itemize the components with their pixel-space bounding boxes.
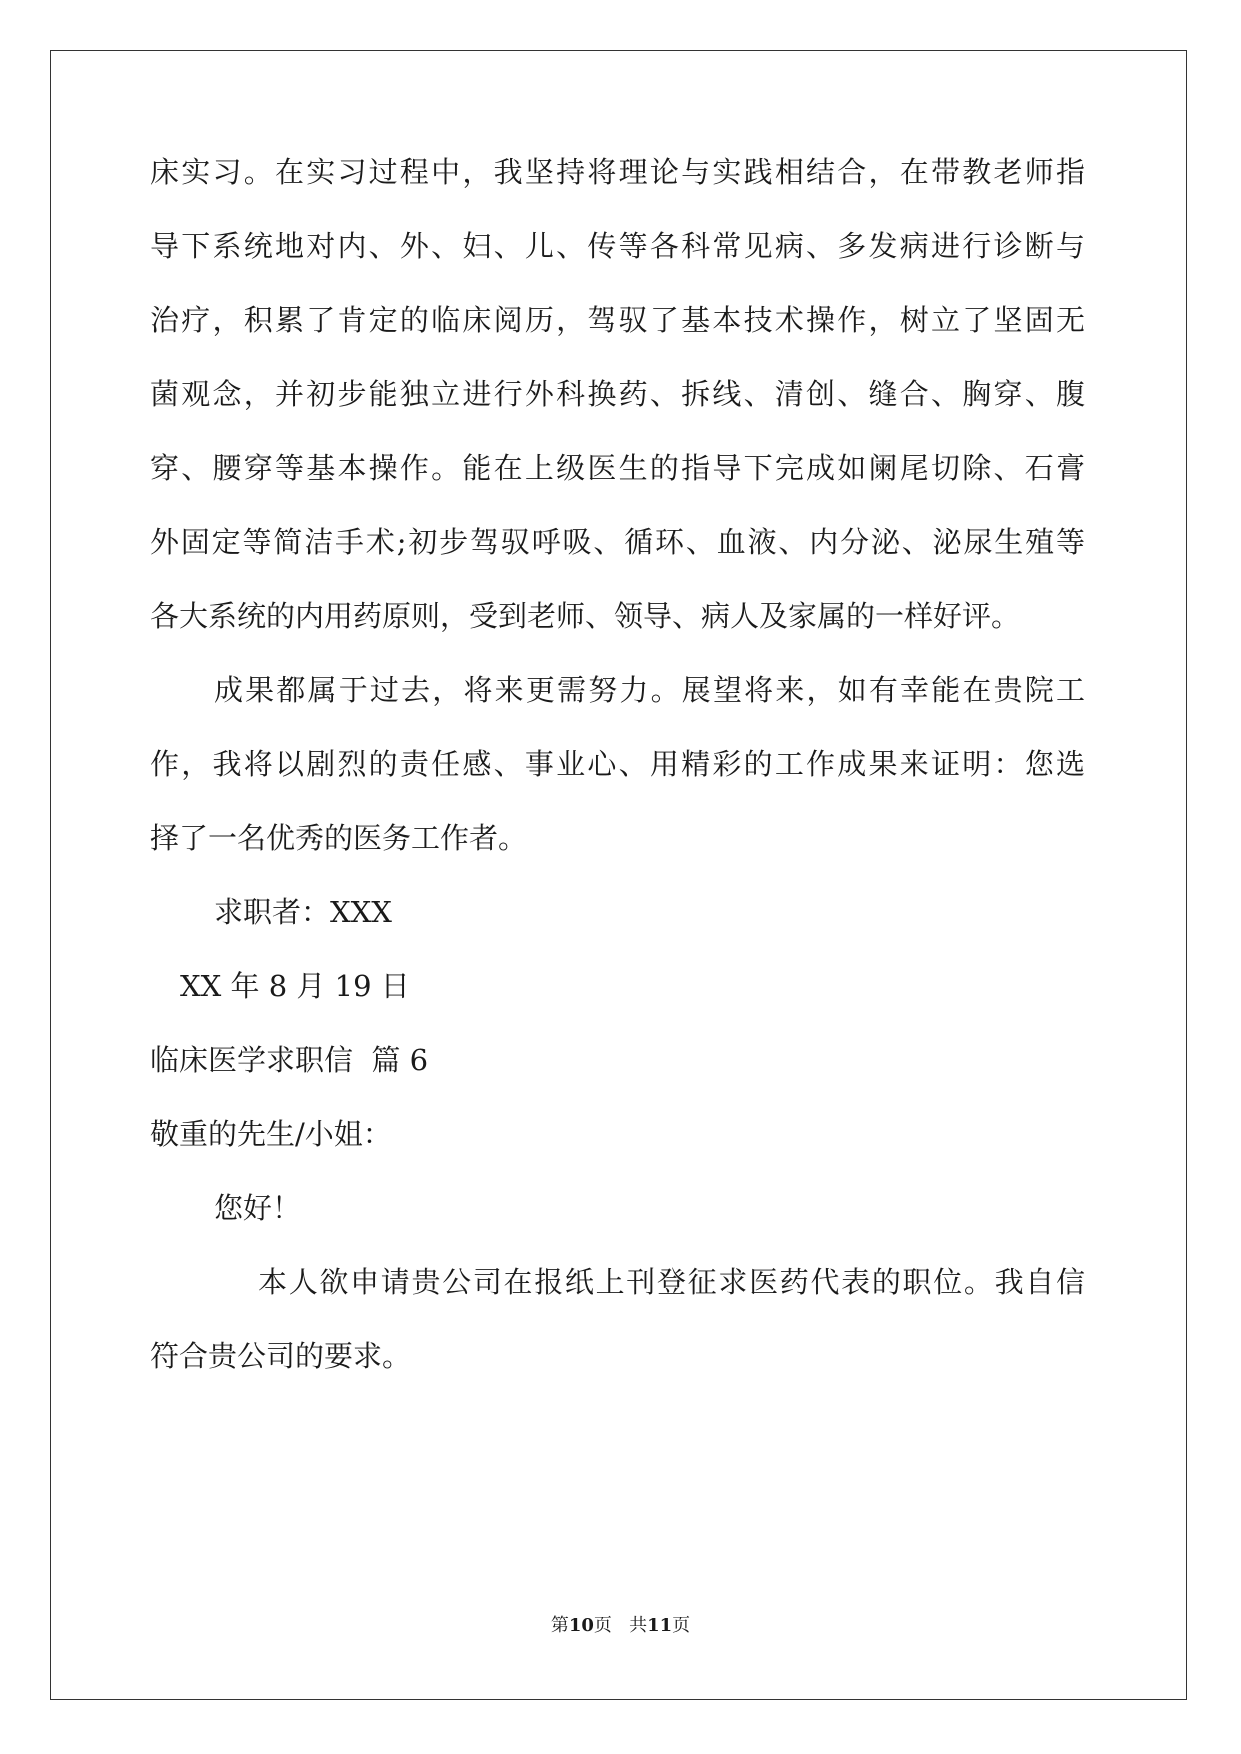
body-line-7: 各大系统的内用药原则，受到老师、领导、病人及家属的一样好评。 bbox=[150, 599, 1021, 633]
salutation: 敬重的先生/小姐： bbox=[150, 1117, 392, 1151]
body-line-2: 导下系统地对内、外、妇、儿、传等各科常见病、多发病进行诊断与 bbox=[150, 229, 1085, 263]
body-line-6: 外固定等简洁手术;初步驾驭呼吸、循环、血液、内分泌、泌尿生殖等 bbox=[150, 525, 1085, 559]
letter-date: XX 年 8 月 19 日 bbox=[180, 969, 410, 1003]
footer-prefix: 第 bbox=[550, 1615, 569, 1636]
body-line-3: 治疗，积累了肯定的临床阅历，驾驭了基本技术操作，树立了坚固无 bbox=[150, 303, 1085, 337]
body-line-1: 床实习。在实习过程中，我坚持将理论与实践相结合，在带教老师指 bbox=[150, 155, 1085, 189]
footer-mid: 页 共 bbox=[593, 1615, 648, 1636]
greeting: 您好！ bbox=[214, 1191, 302, 1225]
applicant-signature: 求职者：XXX bbox=[214, 895, 392, 929]
paragraph-2-line-2: 作，我将以剧烈的责任感、事业心、用精彩的工作成果来证明：您选 bbox=[150, 747, 1085, 781]
paragraph-3-line-1: 本人欲申请贵公司在报纸上刊登征求医药代表的职位。我自信 bbox=[258, 1265, 1085, 1299]
section-heading: 临床医学求职信 篇 6 bbox=[150, 1043, 429, 1077]
page-frame bbox=[50, 50, 1187, 1700]
paragraph-3-line-2: 符合贵公司的要求。 bbox=[150, 1339, 412, 1373]
body-line-4: 菌观念，并初步能独立进行外科换药、拆线、清创、缝合、胸穿、腹 bbox=[150, 377, 1085, 411]
page-footer bbox=[0, 1614, 1241, 1638]
total-page-count: 11 bbox=[647, 1615, 673, 1636]
paragraph-2-line-1: 成果都属于过去，将来更需努力。展望将来，如有幸能在贵院工 bbox=[214, 673, 1085, 707]
footer-suffix: 页 bbox=[672, 1615, 691, 1636]
paragraph-2-line-3: 择了一名优秀的医务工作者。 bbox=[150, 821, 528, 855]
body-line-5: 穿、腰穿等基本操作。能在上级医生的指导下完成如阑尾切除、石膏 bbox=[150, 451, 1085, 485]
current-page-number: 10 bbox=[568, 1615, 594, 1636]
